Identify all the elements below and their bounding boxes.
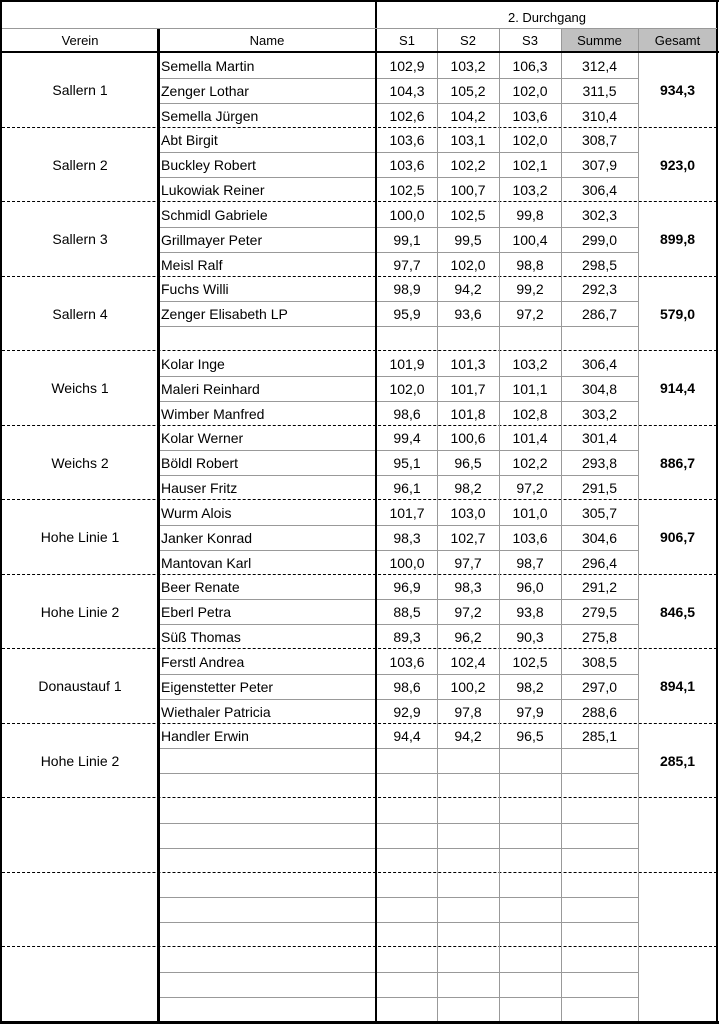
s1-cell: 102,9 [389,57,425,74]
name-cell: Kolar Werner [161,430,244,446]
row-divider [158,897,638,898]
s2-cell [437,873,499,898]
s1-cell: 100,0 [389,206,425,223]
s3-cell: 97,9 [516,703,544,720]
s2-cell: 101,8 [450,405,486,422]
s3-cell: 102,0 [512,132,548,148]
summe-cell: 301,4 [581,430,618,446]
group-divider [2,276,717,277]
group-divider [2,499,717,500]
s2-cell: 93,6 [454,306,482,322]
col-header-summe: Summe [577,32,622,48]
s3-cell: 98,7 [516,554,544,571]
verein-cell: Donaustauf 1 [38,678,122,695]
s3-cell: 96,5 [516,728,544,744]
group-divider [2,648,717,649]
frame-top [0,0,719,2]
s1-cell [377,327,437,352]
row-divider [158,624,638,625]
row-divider [158,301,638,302]
summe-cell [561,823,638,848]
summe-cell: 288,6 [581,703,618,720]
name-cell [158,997,376,1022]
summe-cell [561,873,638,898]
frame-left [0,0,2,1024]
s1-cell: 95,9 [393,306,421,322]
summe-cell [561,798,638,823]
s1-cell [377,749,437,774]
name-cell [158,823,376,848]
gesamt-cell: 579,0 [659,305,696,322]
s1-cell: 99,4 [393,430,421,446]
s3-cell: 96,0 [516,579,544,595]
name-cell: Wurm Alois [161,504,232,521]
s1-cell: 102,0 [389,380,425,397]
summe-cell: 310,4 [581,107,618,124]
summe-cell [561,774,638,799]
gesamt-cell [638,947,717,1022]
s1-cell: 102,5 [389,182,425,198]
summe-cell: 304,6 [581,529,618,546]
name-col-left [157,29,160,1023]
gesamt-cell: 285,1 [659,752,696,769]
group-divider [2,946,717,947]
s3-cell [499,774,561,799]
s1-cell [377,848,437,873]
s2-cell [437,898,499,923]
s1-cell: 102,6 [389,107,425,124]
gesamt-cell: 886,7 [659,454,696,471]
s2-cell: 97,7 [454,554,482,571]
s1-cell: 99,1 [393,231,421,248]
gesamt-cell [638,798,717,873]
s1-cell [377,873,437,898]
s3-cell [499,848,561,873]
name-cell: Kolar Inge [161,355,225,372]
group-divider [2,127,717,128]
group-divider [2,425,717,426]
name-cell [158,327,376,352]
s3-cell: 98,2 [516,678,544,695]
s3-cell: 102,1 [512,157,548,173]
s1-cell: 98,9 [393,281,421,297]
verein-cell: Sallern 3 [52,231,108,248]
summe-cell: 312,4 [581,57,618,74]
column-divider [499,29,500,1023]
summe-cell: 303,2 [581,405,618,422]
s2-cell: 100,6 [450,430,486,446]
name-cell: Lukowiak Reiner [161,182,265,198]
name-cell: Grillmayer Peter [161,231,263,248]
s2-cell [437,848,499,873]
s3-cell: 99,8 [516,206,544,223]
row-divider [158,599,638,600]
s3-cell: 98,8 [516,256,544,273]
s2-cell: 98,3 [454,579,482,595]
s3-cell: 102,0 [512,82,548,99]
name-cell: Beer Renate [161,579,240,595]
s1-cell: 100,0 [389,554,425,571]
s2-cell: 101,3 [450,355,486,372]
section-title: 2. Durchgang [507,9,587,25]
s1-cell [377,923,437,948]
s2-cell [437,798,499,823]
s3-cell: 103,6 [512,529,548,546]
s3-cell: 106,3 [512,57,548,74]
summe-cell: 292,3 [581,281,618,297]
row-divider [158,326,638,327]
header-row-divider [2,28,717,29]
s2-cell: 105,2 [450,82,486,99]
s3-cell: 103,2 [512,182,548,198]
verein-cell: Weichs 1 [51,380,109,397]
s2-cell: 100,2 [450,678,486,695]
s2-cell [437,749,499,774]
row-divider [158,401,638,402]
s2-cell: 97,8 [454,703,482,720]
s1-cell: 92,9 [393,703,421,720]
name-cell: Wiethaler Patricia [161,703,271,720]
row-divider [158,525,638,526]
name-cell: Süß Thomas [161,629,241,645]
s2-cell: 94,2 [454,728,482,744]
summe-cell: 291,2 [581,579,618,595]
s1-cell [377,898,437,923]
summe-cell [561,923,638,948]
row-divider [158,773,638,774]
summe-cell: 308,5 [581,653,618,670]
s2-cell: 99,5 [454,231,482,248]
gesamt-cell: 914,4 [659,380,696,397]
s1-cell [377,997,437,1022]
s1-cell: 103,6 [389,157,425,173]
s3-cell [499,823,561,848]
name-cell [158,923,376,948]
s3-cell: 101,0 [512,504,548,521]
summe-cell: 304,8 [581,380,618,397]
name-cell [158,749,376,774]
name-cell [158,798,376,823]
s1-cell [377,972,437,997]
row-divider [158,922,638,923]
summe-cell [561,972,638,997]
s3-cell [499,947,561,972]
summe-cell [561,749,638,774]
s2-cell: 102,0 [450,256,486,273]
s1-cell: 97,7 [393,256,421,273]
column-divider [437,29,438,1023]
s3-cell: 103,2 [512,355,548,372]
verein-cell [2,947,158,1022]
s3-cell: 101,4 [512,430,548,446]
s3-cell: 103,6 [512,107,548,124]
s2-cell: 96,2 [454,629,482,645]
gesamt-cell: 934,3 [659,82,696,99]
s2-cell: 97,2 [454,604,482,620]
summe-cell: 298,5 [581,256,618,273]
s3-cell [499,749,561,774]
verein-cell: Weichs 2 [51,454,109,471]
s3-cell [499,798,561,823]
col-header-name: Name [249,32,285,48]
verein-cell: Hohe Linie 2 [40,752,120,769]
group-divider [2,201,717,202]
name-cell: Abt Birgit [161,132,218,148]
row-divider [158,972,638,973]
summe-cell: 308,7 [581,132,618,148]
s2-cell: 102,4 [450,653,486,670]
row-divider [158,177,638,178]
summe-cell: 302,3 [581,206,618,223]
s2-cell: 103,1 [450,132,486,148]
s1-cell: 104,3 [389,82,425,99]
group-divider [2,350,717,351]
group-divider [2,797,717,798]
name-cell [158,873,376,898]
name-cell: Buckley Robert [161,157,256,173]
s1-cell: 98,6 [393,405,421,422]
summe-cell: 297,0 [581,678,618,695]
s3-cell [499,873,561,898]
gesamt-cell: 923,0 [659,156,696,173]
name-cell [158,848,376,873]
row-divider [158,227,638,228]
s2-cell: 104,2 [450,107,486,124]
s3-cell: 102,5 [512,653,548,670]
summe-cell: 285,1 [581,728,618,744]
s1-cell [377,823,437,848]
summe-cell: 293,8 [581,455,618,471]
summe-cell: 286,7 [581,306,618,322]
name-cell: Böldl Robert [161,455,239,471]
name-cell: Zenger Elisabeth LP [161,306,288,322]
s3-cell [499,327,561,352]
summe-cell: 311,5 [582,82,617,99]
s3-cell: 99,2 [516,281,544,297]
s1-cell: 101,7 [389,504,425,521]
s1-cell [377,774,437,799]
summe-cell [561,848,638,873]
name-cell [158,947,376,972]
s1-cell: 98,3 [393,529,421,546]
row-divider [158,997,638,998]
s3-cell: 101,1 [512,380,548,397]
s2-cell: 103,2 [450,57,486,74]
name-cell: Fuchs Willi [161,281,229,297]
s1-cell: 95,1 [393,455,421,471]
name-cell: Zenger Lothar [161,82,249,99]
s2-cell: 96,5 [454,455,482,471]
row-divider [158,475,638,476]
verein-cell [2,798,158,873]
s2-cell: 102,2 [450,157,486,173]
summe-cell: 291,5 [581,480,618,496]
s2-cell [437,327,499,352]
gesamt-cell: 846,5 [659,603,696,620]
verein-cell [2,873,158,948]
name-cell: Mantovan Karl [161,554,252,571]
s2-cell [437,823,499,848]
verein-cell: Sallern 4 [52,305,108,322]
s1-cell: 89,3 [393,629,421,645]
summe-cell [561,997,638,1022]
s1-cell [377,947,437,972]
row-divider [158,823,638,824]
summe-cell: 279,5 [581,604,618,620]
name-cell: Schmidl Gabriele [161,206,268,223]
row-divider [158,748,638,749]
name-cell [158,898,376,923]
summe-cell [561,898,638,923]
row-divider [158,699,638,700]
gesamt-cell: 906,7 [659,529,696,546]
s1-cell: 103,6 [389,653,425,670]
s1-cell: 103,6 [389,132,425,148]
verein-cell: Sallern 2 [52,156,108,173]
verein-cell: Sallern 1 [52,82,108,99]
row-divider [158,674,638,675]
s2-cell [437,972,499,997]
s2-cell: 98,2 [454,480,482,496]
summe-cell: 299,0 [581,231,618,248]
row-divider [158,550,638,551]
s3-cell: 102,8 [512,405,548,422]
s3-cell: 97,2 [516,480,544,496]
s3-cell [499,923,561,948]
name-cell [158,774,376,799]
s2-cell [437,774,499,799]
col-header-gesamt: Gesamt [654,32,701,48]
s1-cell: 88,5 [393,604,421,620]
summe-cell: 307,9 [581,157,618,173]
s2-cell [437,923,499,948]
row-divider [158,252,638,253]
s3-cell [499,972,561,997]
s2-cell: 102,5 [450,206,486,223]
col-header-s1: S1 [399,32,415,48]
name-cell [158,972,376,997]
column-divider [638,29,639,1023]
s1-cell [377,798,437,823]
summe-cell: 306,4 [581,182,618,198]
col-header-verein: Verein [61,32,99,48]
column-divider [561,29,562,1023]
verein-cell: Hohe Linie 1 [40,529,120,546]
s1-cell: 96,9 [393,579,421,595]
s3-cell [499,898,561,923]
s2-cell [437,947,499,972]
row-divider [158,152,638,153]
name-cell: Maleri Reinhard [161,380,260,397]
s1-cell: 98,6 [393,678,421,695]
name-cell: Eigenstetter Peter [161,678,274,695]
summe-cell: 296,4 [581,554,618,571]
row-divider [158,78,638,79]
s2-cell: 103,0 [450,504,486,521]
gesamt-cell [638,873,717,948]
s3-cell: 100,4 [512,231,548,248]
gesamt-cell: 894,1 [659,678,696,695]
s3-cell [499,997,561,1022]
s2-cell: 101,7 [450,380,486,397]
name-cell: Wimber Manfred [161,405,265,422]
summe-cell: 305,7 [581,504,618,521]
group-divider [2,574,717,575]
s1-cell: 101,9 [389,355,425,372]
summe-cell [561,327,638,352]
summe-cell: 306,4 [581,355,618,372]
s2-cell [437,997,499,1022]
group-divider [2,872,717,873]
s1-cell: 94,4 [393,728,421,744]
name-cell: Eberl Petra [161,604,232,620]
header-bottom [0,51,719,53]
s2-cell: 102,7 [450,529,486,546]
name-cell: Handler Erwin [161,728,249,744]
gesamt-cell: 899,8 [659,231,696,248]
row-divider [158,450,638,451]
col-header-s2: S2 [460,32,476,48]
s1-cell: 96,1 [393,480,421,496]
verein-cell: Hohe Linie 2 [40,603,120,620]
name-cell: Ferstl Andrea [161,653,245,670]
s3-cell: 97,2 [516,306,544,322]
group-divider [2,723,717,724]
row-divider [158,103,638,104]
col-header-s3: S3 [522,32,538,48]
name-cell: Janker Konrad [161,529,253,546]
name-cell: Semella Jürgen [161,107,259,124]
frame-right [716,0,718,1024]
summe-cell: 275,8 [581,629,618,645]
name-cell: Semella Martin [161,57,255,74]
row-divider [158,376,638,377]
s2-cell: 94,2 [454,281,482,297]
name-cell: Hauser Fritz [161,480,238,496]
s2-cell: 100,7 [450,182,486,198]
s3-cell: 102,2 [512,455,548,471]
s3-cell: 93,8 [516,604,544,620]
row-divider [158,848,638,849]
s3-cell: 90,3 [516,629,544,645]
name-cell: Meisl Ralf [161,256,223,273]
score-col-left [375,0,377,1024]
summe-cell [561,947,638,972]
